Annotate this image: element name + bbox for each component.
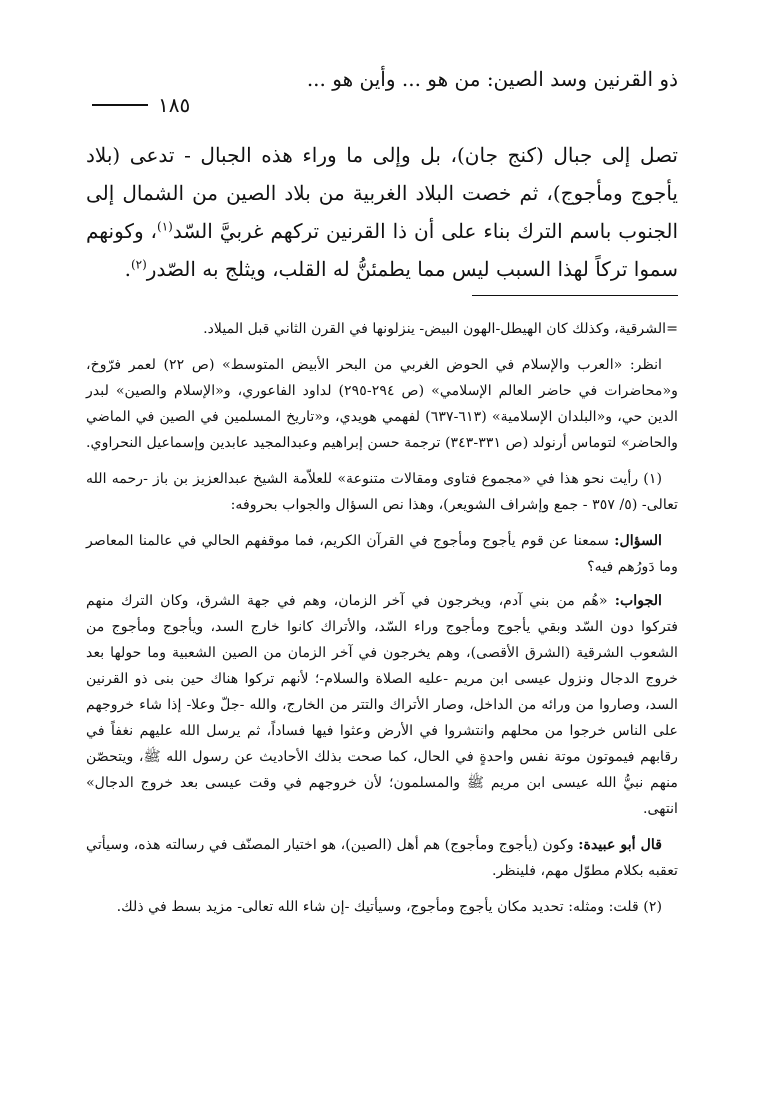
page-number-rule [92,104,148,106]
footnote-separator [472,295,678,296]
page-header [88,66,678,116]
page-number: ١٨٥ [158,93,191,117]
footnote-question [86,528,678,580]
footnotes-section [86,316,678,930]
main-body-text [86,136,678,288]
main-text-part-2: ، وكونهم سموا تركاً لهذا السبب ليس مما يطمئنُّ له القلب، ويثلج به الصّدر [86,219,678,281]
abu-ubaida-label: قال أبو عبيدة: [578,837,662,853]
footnote-1-intro: (١) رأيت نحو هذا في «مجموع فتاوى ومقالات متنوعة» للعلاّمة الشيخ عبدالعزيز بن باز -رحمه الله تعالى- (٥/ ٣٥٧ - جمع وإشراف الشويعر)، وهذا نص السؤال والجواب بحروفه: [86,471,678,513]
main-text-end: . [124,257,131,281]
footnote-2: (٢) قلت: ومثله: تحديد مكان يأجوج ومأجوج، وسيأتيك -إن شاء الله تعالى- مزيد بسط في ذلك. [116,899,662,915]
abu-ubaida-text: وكون (يأجوج ومأجوج) هم أهل (الصين)، هو اختيار المصنّف في رسالته هذه، وسيأتي تعقبه بكلام مطوّل مهم، فلينظر. [86,837,678,879]
main-text-part-1: تصل إلى جبال (كنج جان)، بل وإلى ما وراء هذه الجبال - تدعى (بلاد يأجوج ومأجوج)، ثم خصت البلاد الغربية من بلاد الصين من الشمال إلى الجنوب باسم الترك بناء على أن ذا القرنين تركهم غربيَّ السّد [86,143,679,243]
question-text: سمعنا عن قوم يأجوج ومأجوج في القرآن الكريم، فما موقفهم الحالي في عالمنا المعاصر وما دَورُهم فيه؟ [86,533,678,575]
footnote-answer [86,588,678,822]
page-number-block [88,94,190,116]
footnote-references: انظر: «العرب والإسلام في الحوض الغربي من البحر الأبيض المتوسط» (ص ٢٢) لعمر فرّوخ، و«محاضرات في حاضر العالم الإسلامي» (ص ٢٩٤-٢٩٥) لداود الفاعوري، و«الإسلام والصين» لبدر الدين حي، و«البلدان الإسلامية» (٦١٣-٦٣٧) لفهمي هويدي، و«تاريخ المسلمين في الصين في الماضي والحاضر» لتوماس أرنولد (ص ٣٣١-٣٤٣) ترجمة حسن إبراهيم وعبدالمجيد عابدين وإسماعيل النحراوي. [86,357,678,451]
running-title: ذو القرنين وسد الصين: من هو ... وأين هو ... [306,67,678,91]
footnote-ref-1: (١) [157,219,173,234]
footnote-ref-2: (٢) [130,257,147,272]
question-label: السؤال: [614,533,662,549]
answer-label: الجواب: [614,593,662,609]
footnote-abu-ubaida [86,832,678,884]
answer-text: «هُم من بني آدم، ويخرجون في آخر الزمان، وهم في جهة الشرق، وكان الترك منهم فتركوا دون السّد وبقي يأجوج ومأجوج وراء السّد، والأتراك كانوا خارج السد، ويأجوج ومأجوج من الشعوب الشرقية (الشرق الأقصى)، وهم يخرجون في آخر الزمان من الصين الشعبية وما حولها بعد خروج الدجال ونزول عيسى ابن مريم -عليه الصلاة والسلام-؛ لأنهم تركوا هناك حين بنى ذو القرنين السد، وصاروا من ورائه من الداخل، وصار الأتراك والتتر من الخارج، والله -جلّ وعلا- إذا شاء خروجهم على الناس خرجوا من محلهم وانتشروا في الأرض وعثوا فيها فساداً، ثم يرسل الله عليهم نغفاً في رقابهم فيموتون موتة نفس واحدةٍ في الحال، كما صحت بذلك الأحاديث عن رسول الله ﷺ، ويتحصّن منهم نبيُّ الله عيسى ابن مريم ﷺ والمسلمون؛ لأن خروجهم في وقت عيسى بعد خروج الدجال» انتهى. [86,593,678,817]
footnote-continuation: =الشرقية، وكذلك كان الهيطل-الهون البيض- ينزلونها في القرن الثاني قبل الميلاد. [203,321,678,337]
main-paragraph [86,136,678,288]
